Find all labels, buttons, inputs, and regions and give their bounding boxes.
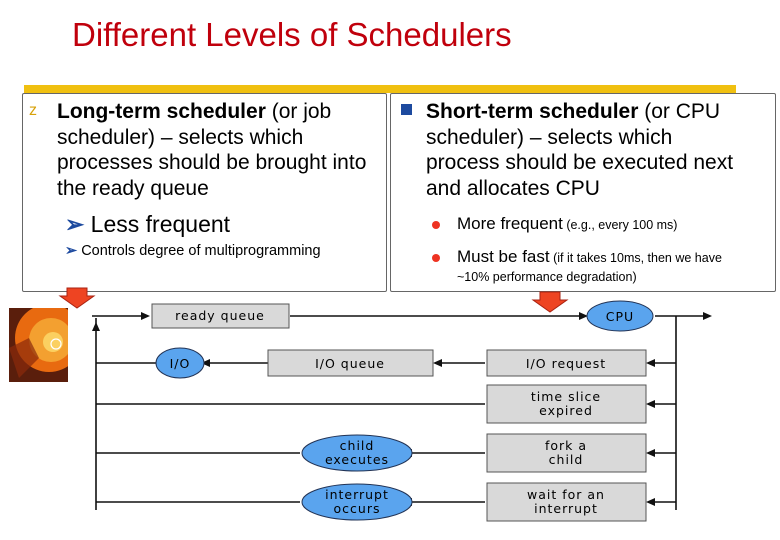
short-term-sub2-text: Must be fast bbox=[457, 247, 550, 266]
interrupt-label-line1: interrupt bbox=[325, 487, 389, 502]
bullet-z-mark: z bbox=[29, 102, 37, 119]
wait-label-line1: wait for an bbox=[527, 487, 605, 502]
arrow-bullet-icon: ➢ bbox=[65, 211, 85, 237]
short-term-sub2-line2: ~10% performance degradation) bbox=[457, 270, 637, 284]
child-label-line2: executes bbox=[324, 452, 390, 467]
child-label-line1: child bbox=[339, 438, 375, 453]
fork-child-box bbox=[487, 434, 646, 472]
ready-queue-box bbox=[152, 304, 289, 328]
long-term-sub2-text: Controls degree of multiprogramming bbox=[81, 243, 321, 259]
cpu-label: CPU bbox=[605, 309, 635, 324]
cpu-node bbox=[587, 301, 653, 331]
arrow-bullet-icon: ➢ bbox=[65, 243, 78, 259]
short-term-sub2-note: (if it takes 10ms, then we have bbox=[549, 251, 722, 265]
io-label: I/O bbox=[169, 356, 191, 371]
slide-title: Different Levels of Schedulers bbox=[72, 16, 512, 53]
short-term-heading-bold: Short-term scheduler bbox=[426, 100, 639, 123]
long-term-heading-line2: scheduler) – selects which bbox=[57, 125, 304, 149]
io-node bbox=[156, 348, 204, 378]
short-term-heading-rest: (or CPU bbox=[638, 100, 721, 123]
short-term-arrow-icon bbox=[533, 292, 567, 312]
long-term-sub1-text: Less frequent bbox=[90, 211, 231, 237]
wait-interrupt-box bbox=[487, 483, 646, 521]
long-term-heading-line4: the ready queue bbox=[57, 176, 209, 200]
io-request-label: I/O request bbox=[525, 356, 607, 371]
fork-label-line2: child bbox=[548, 452, 584, 467]
time-slice-label-line2: expired bbox=[539, 403, 593, 418]
short-term-heading-line4: and allocates CPU bbox=[426, 176, 600, 200]
io-queue-label: I/O queue bbox=[315, 356, 385, 371]
short-term-sub1-note: (e.g., every 100 ms) bbox=[562, 218, 678, 232]
io-queue-box bbox=[268, 350, 433, 376]
short-term-sub1-text: More frequent bbox=[457, 214, 563, 233]
short-term-heading-line2: scheduler) – selects which bbox=[426, 125, 673, 149]
io-request-box bbox=[487, 350, 646, 376]
time-slice-box bbox=[487, 385, 646, 423]
child-executes-node bbox=[302, 435, 412, 471]
long-term-arrow-icon bbox=[60, 288, 94, 308]
ready-queue-label: ready queue bbox=[175, 308, 265, 323]
interrupt-label-line2: occurs bbox=[333, 501, 381, 516]
interrupt-occurs-node bbox=[302, 484, 412, 520]
long-term-heading-rest: (or job bbox=[265, 100, 332, 123]
long-term-heading-bold: Long-term scheduler bbox=[57, 100, 266, 123]
time-slice-label-line1: time slice bbox=[530, 389, 602, 404]
long-term-heading-line3: processes should be brought into bbox=[57, 151, 367, 174]
fork-label-line1: fork a bbox=[544, 438, 588, 453]
short-term-heading-line3: process should be executed next bbox=[426, 151, 734, 174]
wait-label-line2: interrupt bbox=[534, 501, 598, 516]
